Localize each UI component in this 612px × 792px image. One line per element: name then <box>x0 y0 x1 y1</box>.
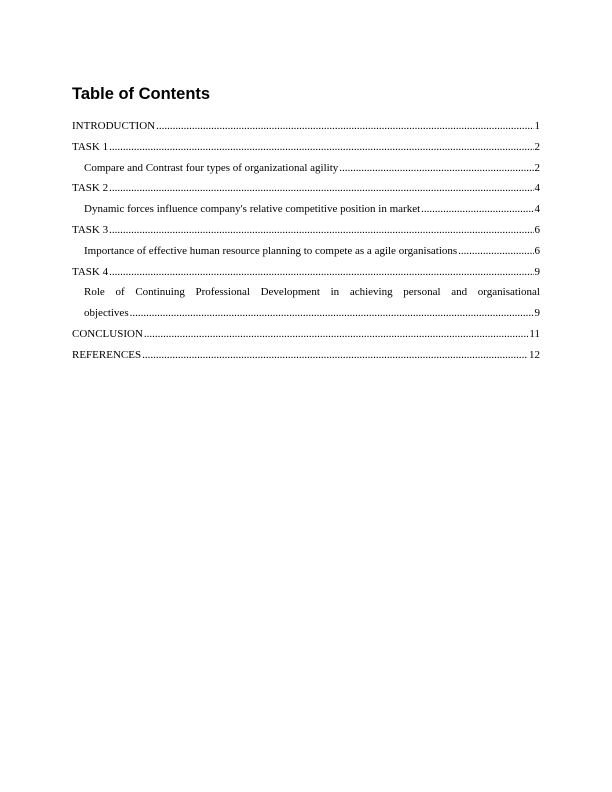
toc-entry-label: Dynamic forces influence company's relative competitive position in market <box>84 203 421 216</box>
toc-entry-task-1[interactable] <box>72 137 540 158</box>
toc-entry-label: Importance of effective human resource planning to compete as a agile organisations <box>84 244 458 257</box>
toc-entry-word: and <box>451 286 468 299</box>
toc-entry-references[interactable] <box>72 345 540 366</box>
dot-leader <box>109 137 533 158</box>
toc-entry-page: 2 <box>534 140 540 153</box>
toc-entry-introduction[interactable] <box>72 116 540 137</box>
toc-title: Table of Contents <box>72 85 211 103</box>
toc-entry-page: 1 <box>534 120 540 132</box>
toc-subentry-dynamic-forces[interactable] <box>72 199 540 220</box>
toc-entry-label: Compare and Contrast four types of organizational agility <box>84 161 339 174</box>
toc-entry-page: 6 <box>534 223 540 236</box>
toc-subentry-hr-planning[interactable] <box>72 241 540 262</box>
toc-entry-page: 9 <box>534 265 540 278</box>
toc-entry-task-3[interactable] <box>72 220 540 241</box>
toc-entry-page: 9 <box>534 307 540 320</box>
toc-entry-word: organisational <box>477 286 540 299</box>
toc-entry-label: TASK 3 <box>72 223 109 236</box>
toc-entry-word: achieving <box>349 286 393 299</box>
toc-entry-word: Development <box>260 286 320 299</box>
toc-entry-word: in <box>330 286 340 299</box>
toc-entry-page: 6 <box>534 244 540 257</box>
toc-subentry-cpd[interactable] <box>72 282 540 324</box>
dot-leader <box>144 324 529 345</box>
dot-leader <box>156 116 533 137</box>
toc-entry-label: TASK 4 <box>72 265 109 278</box>
toc-subentry-organizational-agility[interactable] <box>72 158 540 179</box>
toc-entry-conclusion[interactable] <box>72 324 540 345</box>
toc-entry-word: Role <box>84 286 105 299</box>
toc-entry-label: objectives <box>84 307 129 320</box>
toc-entry-label-line <box>84 282 540 303</box>
dot-leader <box>421 199 533 220</box>
toc-entry-label: CONCLUSION <box>72 327 143 340</box>
toc-entry-page: 4 <box>534 203 540 216</box>
dot-leader <box>130 303 534 324</box>
dot-leader <box>142 345 528 366</box>
toc-entry-page: 11 <box>529 327 540 340</box>
toc-list <box>72 116 540 366</box>
toc-entry-word: Professional <box>195 286 250 299</box>
toc-entry-label: INTRODUCTION <box>72 120 156 132</box>
toc-entry-page: 4 <box>534 182 540 195</box>
dot-leader <box>109 178 533 199</box>
dot-leader <box>109 262 533 283</box>
toc-entry-page: 12 <box>529 348 540 361</box>
toc-entry-label: TASK 1 <box>72 140 109 153</box>
dot-leader <box>339 158 533 179</box>
dot-leader <box>109 220 533 241</box>
dot-leader <box>458 241 533 262</box>
toc-entry-label: REFERENCES <box>72 348 142 361</box>
toc-entry-label: TASK 2 <box>72 182 109 195</box>
toc-entry-page: 2 <box>534 161 540 174</box>
toc-entry-word: Continuing <box>135 286 185 299</box>
toc-entry-word: of <box>115 286 125 299</box>
toc-entry-word: personal <box>403 286 441 299</box>
toc-entry-continuation <box>84 303 540 324</box>
toc-entry-task-4[interactable] <box>72 262 540 283</box>
toc-entry-task-2[interactable] <box>72 178 540 199</box>
